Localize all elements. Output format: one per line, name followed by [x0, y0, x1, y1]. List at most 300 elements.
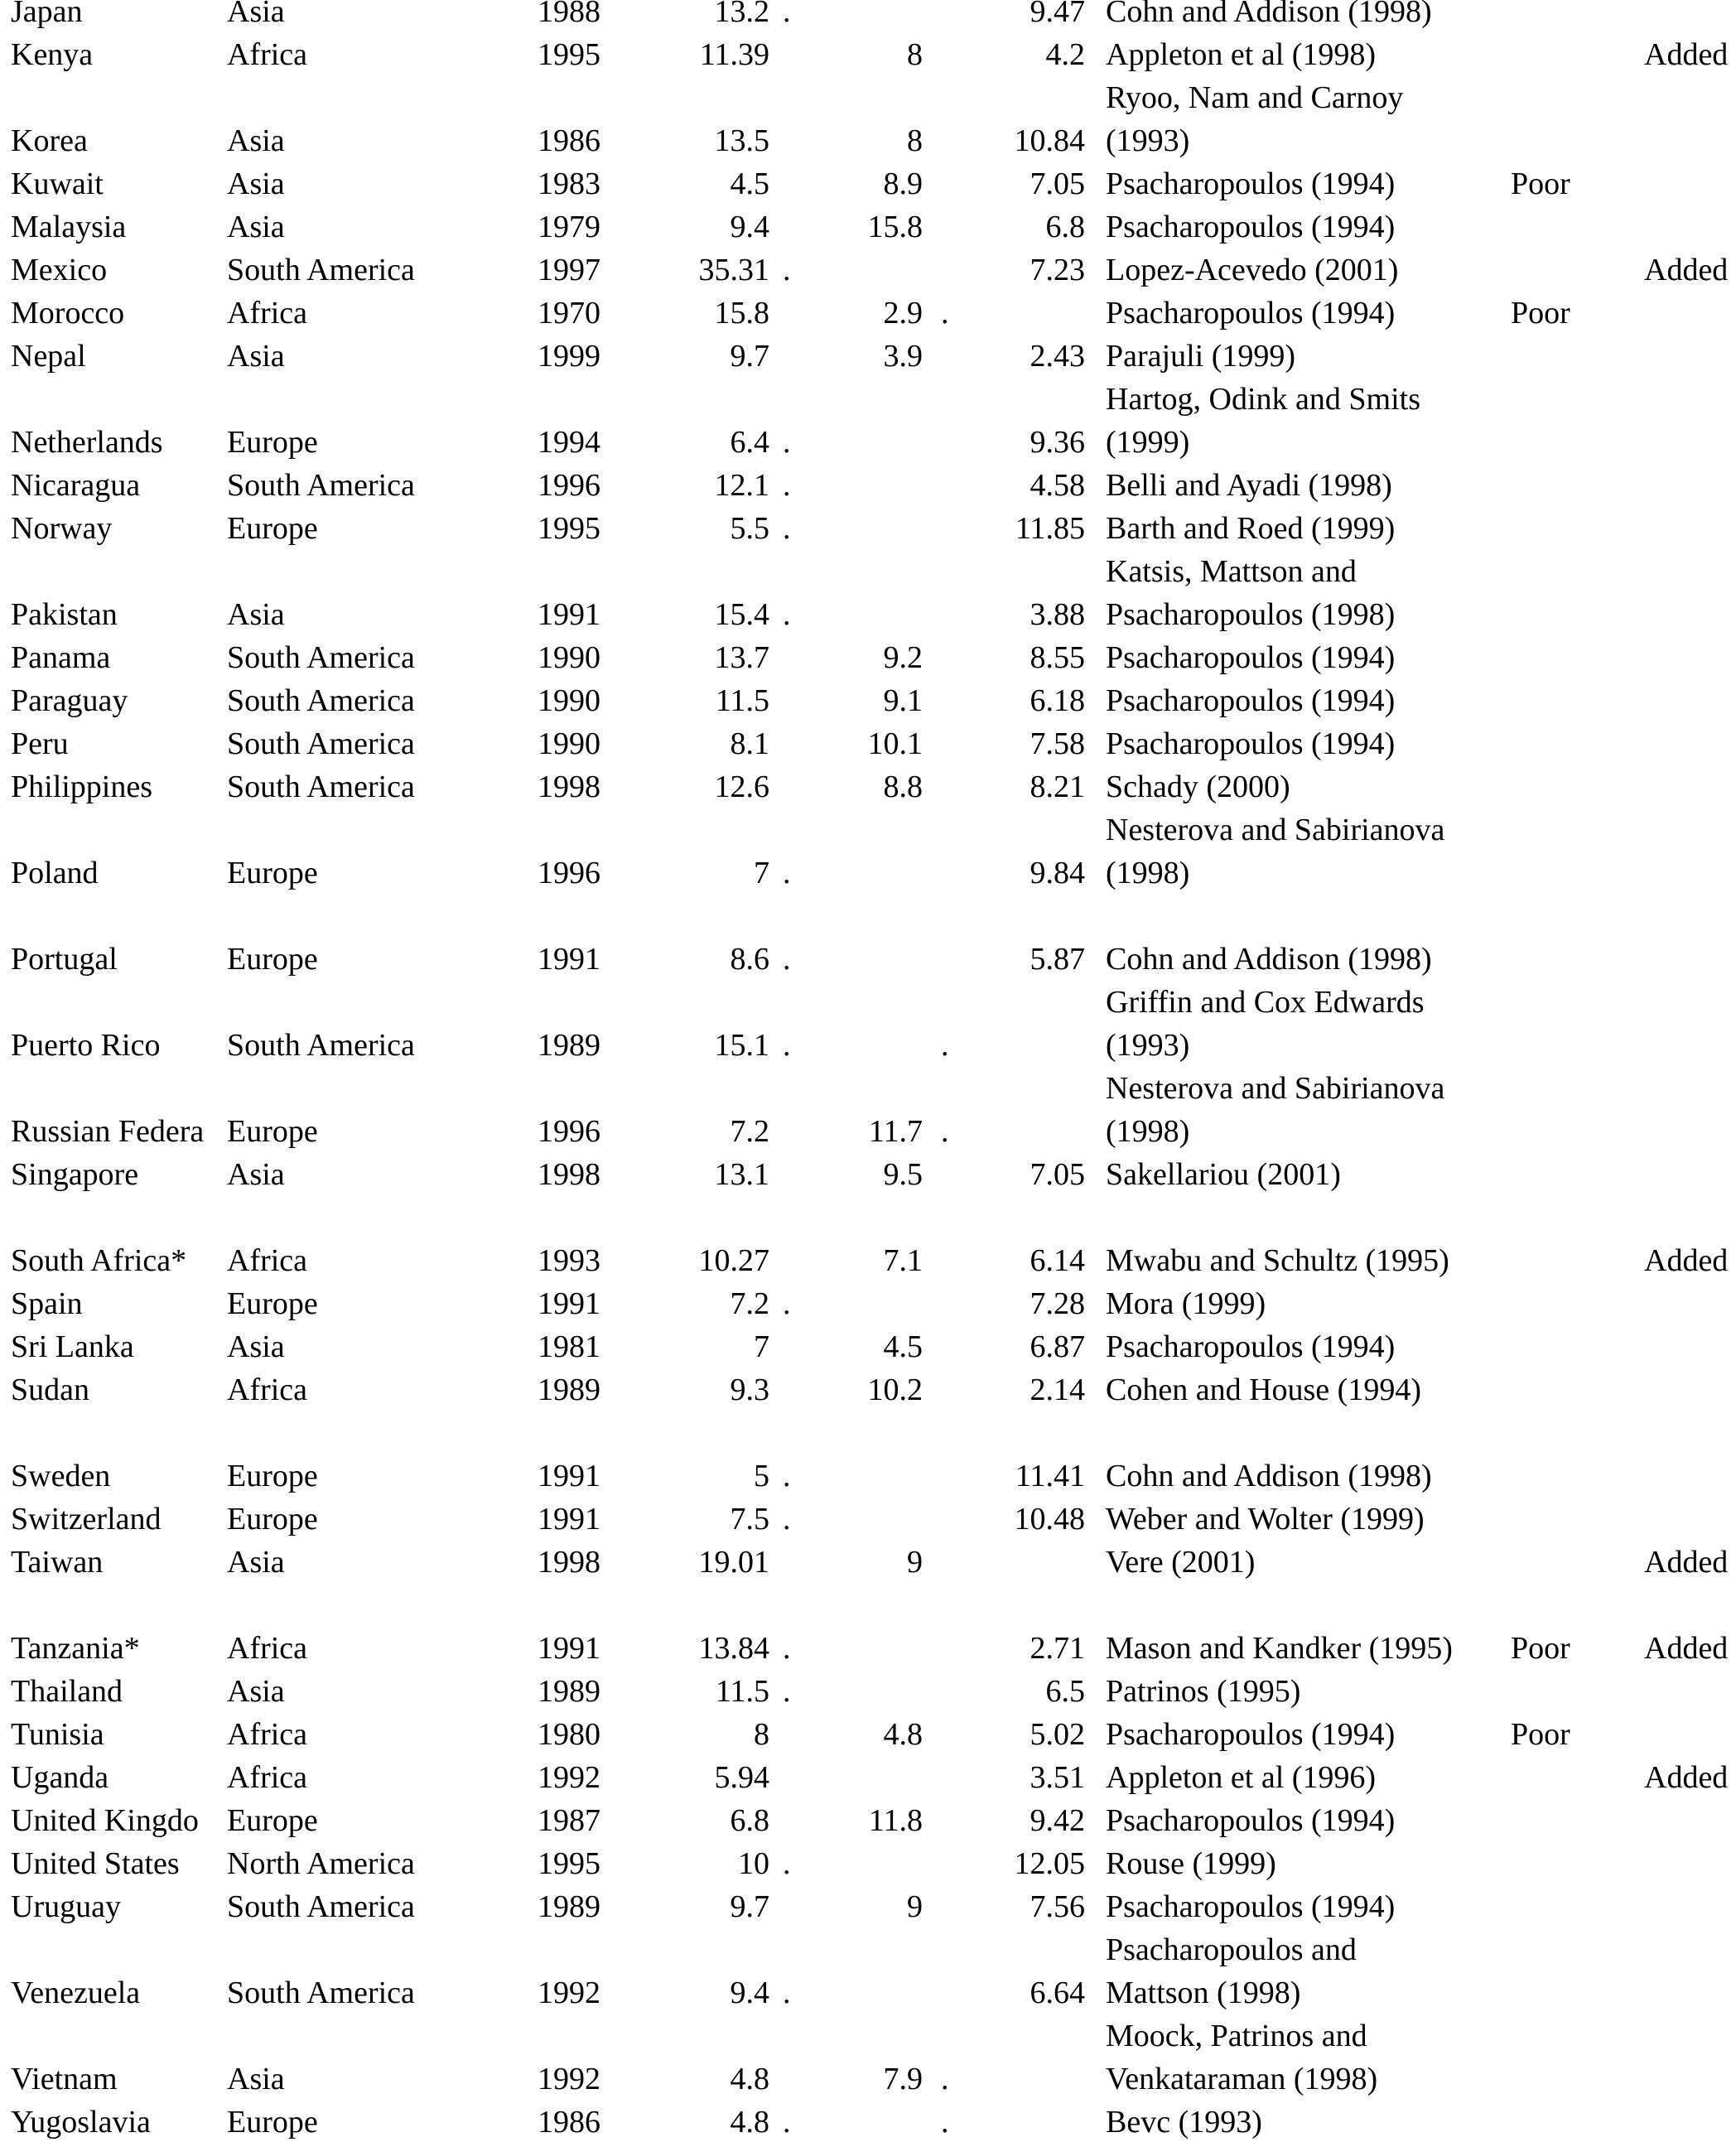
region-cell: Africa: [227, 37, 308, 72]
value2-cell: .: [783, 1459, 791, 1493]
value1-cell: 7.2: [730, 1286, 769, 1321]
region-cell: Africa: [227, 296, 308, 330]
country-cell: [11, 1067, 225, 1110]
table-row: [0, 2014, 1736, 2058]
quality-flag: [1511, 722, 1635, 765]
country-cell: Pakistan: [11, 597, 118, 632]
quality-flag: [1511, 507, 1635, 550]
source-cell: Psacharopoulos and: [1106, 1932, 1357, 1967]
quality-flag: [1511, 1455, 1635, 1498]
value2-cell: [783, 1067, 923, 1110]
value1-cell: 5.5: [730, 511, 769, 546]
added-flag: [1644, 2014, 1736, 2058]
source-cell: Psacharopoulos (1994): [1106, 210, 1396, 244]
value2-cell: [783, 1196, 923, 1239]
value3-cell: 9.36: [1030, 425, 1085, 460]
quality-flag: [1511, 1067, 1635, 1110]
region-cell: South America: [227, 1028, 415, 1063]
added-flag: [1644, 1196, 1736, 1239]
added-flag: [1644, 464, 1736, 507]
country-cell: Singapore: [11, 1157, 139, 1192]
value3-cell: 9.47: [1030, 0, 1085, 29]
region-cell: Africa: [227, 1631, 308, 1666]
year-cell: 1996: [538, 1114, 600, 1149]
source-cell: Sakellariou (2001): [1106, 1157, 1341, 1192]
country-cell: Taiwan: [11, 1545, 104, 1580]
value2-cell: .: [783, 597, 791, 632]
value2-cell: 9.2: [883, 640, 923, 675]
region-cell: Africa: [227, 1373, 308, 1407]
value3-cell: 7.05: [1030, 1157, 1085, 1192]
table-row: [0, 421, 1736, 464]
added-flag: Added: [1644, 1243, 1729, 1278]
value2-cell: [783, 550, 923, 593]
value3-cell: [941, 76, 1085, 119]
year-cell: 1988: [538, 0, 600, 29]
year-cell: 1993: [538, 1243, 600, 1278]
value3-cell: 6.87: [1030, 1329, 1085, 1364]
region-cell: South America: [227, 769, 415, 804]
value2-cell: [783, 76, 923, 119]
source-cell: Cohn and Addison (1998): [1106, 0, 1432, 29]
added-flag: Added: [1644, 253, 1729, 287]
region-cell: North America: [227, 1846, 415, 1881]
year-cell: 1992: [538, 1760, 600, 1795]
table-row: [0, 33, 1736, 76]
source-cell: Mora (1999): [1106, 1286, 1266, 1321]
quality-flag: [1511, 205, 1635, 248]
country-cell: Paraguay: [11, 683, 128, 718]
source-cell: (1998): [1106, 1114, 1190, 1149]
country-cell: Kenya: [11, 37, 94, 72]
added-flag: Added: [1644, 1631, 1729, 1666]
quality-flag: [1511, 765, 1635, 808]
quality-flag: [1511, 1584, 1635, 1627]
value1-cell: 10: [738, 1846, 769, 1881]
value2-cell: [783, 981, 923, 1024]
value1-cell: 4.5: [730, 166, 769, 201]
value2-cell: .: [783, 856, 791, 890]
source-cell: [1106, 895, 1507, 938]
region-cell: Asia: [227, 123, 285, 158]
region-cell: Asia: [227, 1674, 285, 1709]
value3-cell: 5.02: [1030, 1717, 1085, 1752]
value1-cell: 9.7: [730, 339, 769, 374]
table-row: [0, 1239, 1736, 1282]
added-flag: Added: [1644, 1760, 1729, 1795]
table-row: [0, 808, 1736, 851]
added-flag: [1644, 851, 1736, 895]
table-row: [0, 1670, 1736, 1713]
region-cell: Europe: [227, 425, 318, 460]
value1-cell: 4.8: [730, 2105, 769, 2140]
value1-cell: [617, 76, 769, 119]
added-flag: [1644, 1713, 1736, 1756]
value3-cell: 2.71: [1030, 1631, 1085, 1666]
country-cell: Venezuela: [11, 1976, 141, 2010]
source-cell: Mattson (1998): [1106, 1976, 1301, 2010]
year-cell: 1990: [538, 683, 600, 718]
added-flag: [1644, 507, 1736, 550]
table-row: [0, 248, 1736, 292]
region-cell: Europe: [227, 1459, 318, 1493]
year-cell: 1992: [538, 2062, 600, 2096]
value1-cell: 6.4: [730, 425, 769, 460]
country-cell: Mexico: [11, 253, 108, 287]
country-cell: Spain: [11, 1286, 83, 1321]
value3-cell: 7.28: [1030, 1286, 1085, 1321]
region-cell: Asia: [227, 1545, 285, 1580]
value1-cell: 7: [754, 1329, 769, 1364]
region-cell: Asia: [227, 0, 285, 29]
added-flag: [1644, 1971, 1736, 2014]
year-cell: [447, 981, 600, 1024]
country-cell: Nicaragua: [11, 468, 141, 503]
value2-cell: 4.8: [883, 1717, 923, 1752]
table-row: [0, 507, 1736, 550]
source-cell: Schady (2000): [1106, 769, 1290, 804]
value3-cell: .: [941, 1114, 949, 1149]
source-cell: Psacharopoulos (1994): [1106, 1717, 1396, 1752]
country-cell: Norway: [11, 511, 113, 546]
region-cell: Asia: [227, 210, 285, 244]
country-cell: Uruguay: [11, 1889, 121, 1924]
quality-flag: [1511, 636, 1635, 679]
table-row: [0, 1756, 1736, 1799]
year-cell: 1983: [538, 166, 600, 201]
value3-cell: [941, 2014, 1085, 2058]
year-cell: 1998: [538, 769, 600, 804]
value2-cell: [783, 1411, 923, 1455]
quality-flag: [1511, 938, 1635, 981]
source-cell: Ryoo, Nam and Carnoy: [1106, 80, 1404, 115]
year-cell: 1994: [538, 425, 600, 460]
source-cell: Parajuli (1999): [1106, 339, 1296, 374]
value1-cell: 11.5: [715, 683, 769, 718]
source-cell: [1106, 1411, 1507, 1455]
year-cell: 1996: [538, 856, 600, 890]
year-cell: 1995: [538, 1846, 600, 1881]
added-flag: [1644, 1498, 1736, 1541]
added-flag: [1644, 808, 1736, 851]
source-cell: (1993): [1106, 1028, 1190, 1063]
quality-flag: [1511, 593, 1635, 636]
value2-cell: 11.7: [868, 1114, 923, 1149]
value2-cell: [783, 1584, 923, 1627]
value1-cell: 12.6: [714, 769, 769, 804]
value3-cell: [941, 378, 1085, 421]
region-cell: Europe: [227, 1114, 318, 1149]
country-cell: [11, 808, 225, 851]
value1-cell: [617, 378, 769, 421]
table-row: [0, 1627, 1736, 1670]
quality-flag: [1511, 679, 1635, 722]
quality-flag: [1511, 421, 1635, 464]
added-flag: [1644, 1670, 1736, 1713]
value2-cell: 9: [907, 1545, 923, 1580]
table-row: [0, 335, 1736, 378]
value1-cell: 13.1: [714, 1157, 769, 1192]
country-cell: United Kingdo: [11, 1803, 199, 1838]
table-row: [0, 1325, 1736, 1368]
value3-cell: [941, 895, 1085, 938]
value3-cell: 12.05: [1014, 1846, 1085, 1881]
source-cell: Lopez-Acevedo (2001): [1106, 253, 1399, 287]
value2-cell: .: [783, 1631, 791, 1666]
value2-cell: 2.9: [883, 296, 923, 330]
value1-cell: 13.5: [714, 123, 769, 158]
value2-cell: [783, 378, 923, 421]
value3-cell: 6.5: [1045, 1674, 1085, 1709]
quality-flag: [1511, 981, 1635, 1024]
year-cell: 1989: [538, 1674, 600, 1709]
table-row: [0, 765, 1736, 808]
value2-cell: 7.1: [883, 1243, 923, 1278]
value2-cell: [783, 1756, 923, 1799]
table-row: [0, 1541, 1736, 1584]
value3-cell: [941, 1411, 1085, 1455]
region-cell: Europe: [227, 1803, 318, 1838]
value3-cell: 11.85: [1015, 511, 1085, 546]
country-cell: [11, 1584, 225, 1627]
value1-cell: [617, 1411, 769, 1455]
value2-cell: 8: [907, 37, 923, 72]
region-cell: South America: [227, 683, 415, 718]
value1-cell: [617, 2014, 769, 2058]
quality-flag: [1511, 895, 1635, 938]
source-cell: Cohn and Addison (1998): [1106, 942, 1432, 977]
value1-cell: 8: [754, 1717, 769, 1752]
value1-cell: 11.39: [699, 37, 769, 72]
value2-cell: 8: [907, 123, 923, 158]
quality-flag: [1511, 1196, 1635, 1239]
value2-cell: 10.1: [867, 726, 923, 761]
value1-cell: 4.8: [730, 2062, 769, 2096]
year-cell: [447, 550, 600, 593]
source-cell: Mason and Kandker (1995): [1106, 1631, 1453, 1666]
country-cell: Puerto Rico: [11, 1028, 161, 1063]
value3-cell: 7.23: [1030, 253, 1085, 287]
country-cell: Malaysia: [11, 210, 127, 244]
country-cell: Portugal: [11, 942, 118, 977]
value1-cell: [617, 895, 769, 938]
year-cell: [447, 2014, 600, 2058]
value2-cell: [783, 2014, 923, 2058]
value1-cell: 12.1: [714, 468, 769, 503]
quality-flag: [1511, 1756, 1635, 1799]
source-cell: Katsis, Mattson and: [1106, 554, 1357, 589]
value1-cell: [617, 1584, 769, 1627]
value2-cell: .: [783, 468, 791, 503]
country-cell: [11, 1196, 225, 1239]
value3-cell: 5.87: [1030, 942, 1085, 977]
value3-cell: 10.48: [1014, 1502, 1085, 1537]
value2-cell: .: [783, 2105, 791, 2140]
value1-cell: 10.27: [698, 1243, 769, 1278]
region-cell: Europe: [227, 1502, 318, 1537]
value2-cell: 7.9: [883, 2062, 923, 2096]
value1-cell: 13.84: [698, 1631, 769, 1666]
table-row: [0, 851, 1736, 895]
added-flag: [1644, 722, 1736, 765]
value1-cell: 15.8: [714, 296, 769, 330]
value3-cell: 8.21: [1030, 769, 1085, 804]
country-cell: Netherlands: [11, 425, 163, 460]
value1-cell: 13.2: [714, 0, 769, 29]
table-row: [0, 550, 1736, 593]
value2-cell: 10.2: [867, 1373, 923, 1407]
quality-flag: [1511, 335, 1635, 378]
region-cell: Europe: [227, 942, 318, 977]
table-row: [0, 1411, 1736, 1455]
table-row: [0, 1842, 1736, 1885]
value1-cell: 7.2: [730, 1114, 769, 1149]
added-flag: [1644, 2101, 1736, 2142]
year-cell: 1979: [538, 210, 600, 244]
source-cell: Moock, Patrinos and: [1106, 2019, 1367, 2053]
table-row: [0, 2058, 1736, 2101]
source-cell: Psacharopoulos (1994): [1106, 683, 1396, 718]
value2-cell: [783, 808, 923, 851]
value2-cell: 9.1: [883, 683, 923, 718]
value3-cell: 3.88: [1030, 597, 1085, 632]
value1-cell: 9.4: [730, 210, 769, 244]
value3-cell: 7.58: [1030, 726, 1085, 761]
country-cell: [11, 2014, 225, 2058]
table-row: [0, 1713, 1736, 1756]
value1-cell: 5.94: [714, 1760, 769, 1795]
table-row: [0, 1196, 1736, 1239]
year-cell: [447, 895, 600, 938]
added-flag: [1644, 1325, 1736, 1368]
quality-flag: [1511, 119, 1635, 162]
value3-cell: 2.14: [1030, 1373, 1085, 1407]
table-row: [0, 2101, 1736, 2142]
country-cell: Tanzania*: [11, 1631, 140, 1666]
value3-cell: .: [941, 296, 949, 330]
value3-cell: 10.84: [1014, 123, 1085, 158]
table-row: [0, 1110, 1736, 1153]
added-flag: [1644, 550, 1736, 593]
quality-flag: [1511, 1239, 1635, 1282]
region-cell: South America: [227, 253, 415, 287]
year-cell: 1991: [538, 1286, 600, 1321]
added-flag: [1644, 981, 1736, 1024]
value1-cell: 8.1: [730, 726, 769, 761]
source-cell: Cohn and Addison (1998): [1106, 1459, 1432, 1493]
year-cell: 1989: [538, 1889, 600, 1924]
country-cell: Yugoslavia: [11, 2105, 151, 2140]
table-row: [0, 1799, 1736, 1842]
added-flag: [1644, 1110, 1736, 1153]
added-flag: [1644, 895, 1736, 938]
year-cell: 1990: [538, 640, 600, 675]
quality-flag: [1511, 550, 1635, 593]
region-cell: Asia: [227, 166, 285, 201]
country-cell: Morocco: [11, 296, 125, 330]
source-cell: Rouse (1999): [1106, 1846, 1276, 1881]
table-row: [0, 1282, 1736, 1325]
table-row: [0, 938, 1736, 981]
quality-flag: [1511, 378, 1635, 421]
year-cell: 1995: [538, 511, 600, 546]
region-cell: Asia: [227, 1329, 285, 1364]
region-cell: Asia: [227, 339, 285, 374]
added-flag: [1644, 1799, 1736, 1842]
table-row: [0, 895, 1736, 938]
year-cell: 1991: [538, 1631, 600, 1666]
quality-flag: [1511, 1282, 1635, 1325]
value1-cell: [617, 981, 769, 1024]
region-cell: South America: [227, 1889, 415, 1924]
value2-cell: .: [783, 942, 791, 977]
year-cell: 1996: [538, 468, 600, 503]
value3-cell: [941, 1067, 1085, 1110]
country-cell: Switzerland: [11, 1502, 162, 1537]
year-cell: [447, 1196, 600, 1239]
country-cell: South Africa*: [11, 1243, 187, 1278]
quality-flag: [1511, 1411, 1635, 1455]
value3-cell: 9.84: [1030, 856, 1085, 890]
value1-cell: 5: [754, 1459, 769, 1493]
value3-cell: [941, 981, 1085, 1024]
year-cell: 1991: [538, 942, 600, 977]
added-flag: [1644, 1282, 1736, 1325]
added-flag: [1644, 119, 1736, 162]
table-row: [0, 464, 1736, 507]
value2-cell: 8.8: [883, 769, 923, 804]
region-cell: Europe: [227, 2105, 318, 2140]
value3-cell: [941, 1196, 1085, 1239]
source-cell: Nesterova and Sabirianova: [1106, 1071, 1445, 1106]
table-row: [0, 119, 1736, 162]
year-cell: 1970: [538, 296, 600, 330]
country-cell: Uganda: [11, 1760, 109, 1795]
value3-cell: 11.41: [1015, 1459, 1085, 1493]
added-flag: [1644, 593, 1736, 636]
table-row: [0, 636, 1736, 679]
value3-cell: [941, 1928, 1085, 1971]
added-flag: [1644, 1584, 1736, 1627]
value3-cell: 8.55: [1030, 640, 1085, 675]
country-cell: Peru: [11, 726, 69, 761]
source-cell: Nesterova and Sabirianova: [1106, 813, 1445, 847]
value2-cell: .: [783, 425, 791, 460]
source-cell: (1999): [1106, 425, 1190, 460]
value2-cell: 4.5: [883, 1329, 923, 1364]
value3-cell: .: [941, 2105, 949, 2140]
quality-flag: [1511, 1368, 1635, 1411]
value2-cell: [783, 1928, 923, 1971]
source-cell: [1106, 1584, 1507, 1627]
value2-cell: 9: [907, 1889, 923, 1924]
source-cell: Griffin and Cox Edwards: [1106, 985, 1425, 1020]
value1-cell: [617, 550, 769, 593]
table-row: [0, 679, 1736, 722]
value1-cell: 13.7: [714, 640, 769, 675]
region-cell: Asia: [227, 2062, 285, 2096]
value2-cell: .: [783, 1846, 791, 1881]
year-cell: 1991: [538, 597, 600, 632]
country-cell: [11, 550, 225, 593]
table-row: [0, 205, 1736, 248]
year-cell: 1980: [538, 1717, 600, 1752]
year-cell: [447, 1928, 600, 1971]
year-cell: 1981: [538, 1329, 600, 1364]
value1-cell: 7.5: [730, 1502, 769, 1537]
region-cell: Asia: [227, 1157, 285, 1192]
table-row: [0, 1153, 1736, 1196]
